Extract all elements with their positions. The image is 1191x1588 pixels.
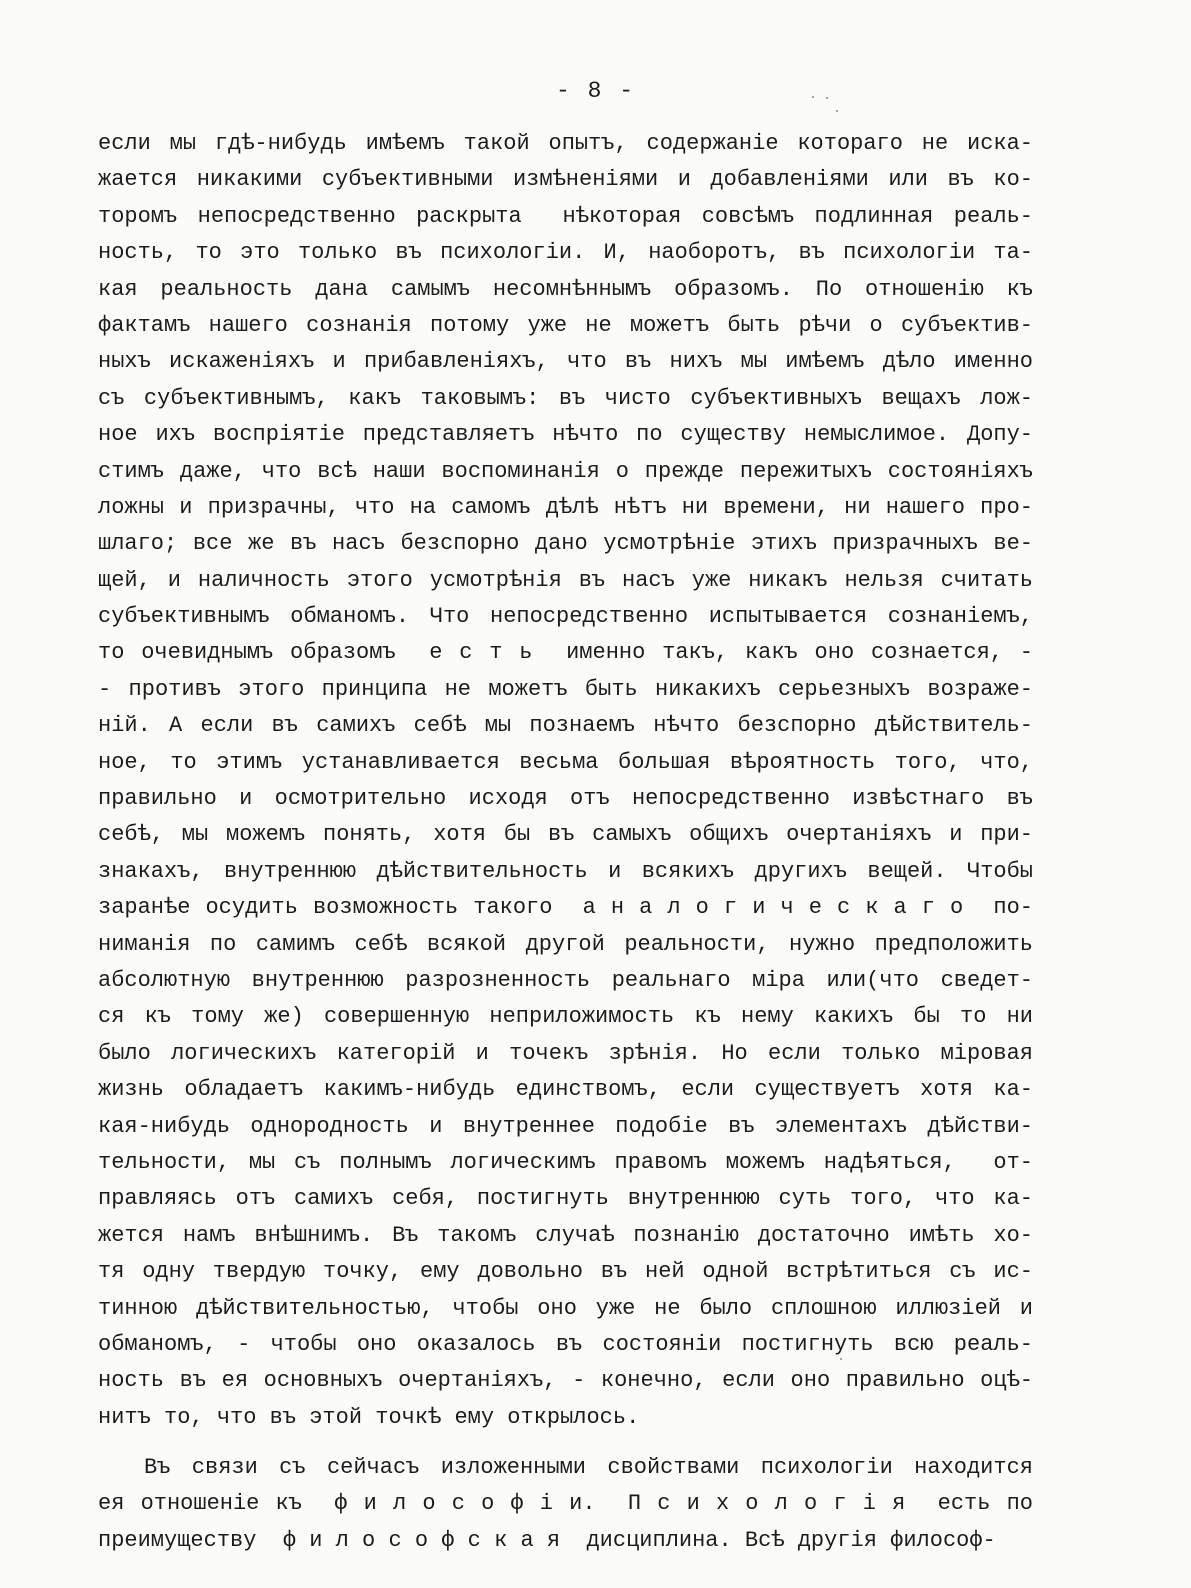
text-line: жется намъ внѣшнимъ. Въ такомъ случаѣ познанію достаточно имѣть хо-: [98, 1222, 1033, 1248]
text-line: правляясь отъ самихъ себя, постигнуть внутреннюю суть того, что ка-: [98, 1186, 1033, 1212]
body-text: [98, 126, 1033, 1559]
text-line: преимуществу ф и л о с о ф с к а я дисциплина. Всѣ другія философ-: [98, 1527, 996, 1553]
text-line: ное, то этимъ устанавливается весьма большая вѣроятность того, что,: [98, 749, 1033, 775]
text-line: себѣ, мы можемъ понять, хотя бы въ самыхъ общихъ очертаніяхъ и при-: [98, 822, 1033, 848]
text-line: щей, и наличность этого усмотрѣнія въ насъ уже никакъ нельзя считать: [98, 567, 1033, 593]
text-line: жизнь обладаетъ какимъ-нибудь единствомъ, если существуетъ хотя ка-: [98, 1077, 1033, 1103]
text-line: торомъ непосредственно раскрыта нѣкоторая совсѣмъ подлинная реаль-: [98, 203, 1033, 229]
text-line: ниманія по самимъ себѣ всякой другой реальности, нужно предположить: [98, 931, 1033, 957]
text-line: тя одну твердую точку, ему довольно въ ней одной встрѣтиться съ ис-: [98, 1259, 1033, 1285]
paragraph-2: [98, 1450, 1033, 1559]
scan-speck: [812, 96, 814, 98]
scan-speck: [826, 97, 828, 99]
text-line: - противъ этого принципа не можетъ быть никакихъ серьезныхъ возраже-: [98, 676, 1033, 702]
text-line: абсолютную внутреннюю разрозненность реальнаго міра или(что сведет-: [98, 967, 1033, 993]
text-line: ся къ тому же) совершенную неприложимость къ нему какихъ бы то ни: [98, 1004, 1033, 1030]
text-line: ность въ ея основныхъ очертаніяхъ, - конечно, если оно правильно оцѣ-: [98, 1368, 1033, 1394]
text-line: кая-нибудь однородность и внутреннее подобіе въ элементахъ дѣйстви-: [98, 1113, 1033, 1139]
text-line: стимъ даже, что всѣ наши воспоминанія о прежде пережитыхъ состояніяхъ: [98, 458, 1033, 484]
text-line: обманомъ, - чтобы оно оказалось въ состояніи постигнуть всю реаль-: [98, 1331, 1033, 1357]
scan-speck: [836, 110, 838, 112]
text-line: ность, то это только въ психологіи. И, наоборотъ, въ психологіи та-: [98, 240, 1033, 266]
text-line: было логическихъ категорій и точекъ зрѣнія. Но если только міровая: [98, 1040, 1033, 1066]
text-line: съ субъективнымъ, какъ таковымъ: въ чисто субъективныхъ вещахъ лож-: [98, 385, 1033, 411]
text-line: правильно и осмотрительно исходя отъ непосредственно извѣстнаго въ: [98, 786, 1033, 812]
text-line: ложны и призрачны, что на самомъ дѣлѣ нѣтъ ни времени, ни нашего про-: [98, 494, 1033, 520]
text-line: тинною дѣйствительностью, чтобы оно уже не было сплошною иллюзіей и: [98, 1295, 1033, 1321]
text-line: то очевиднымъ образомъ е с т ь именно такъ, какъ оно сознается, -: [98, 640, 1033, 666]
text-line: заранѣе осудить возможность такого а н а л о г и ч е с к а г о по-: [98, 895, 1033, 921]
text-line: нитъ то, что въ этой точкѣ ему открылось.: [98, 1404, 640, 1430]
text-line: Въ связи съ сейчасъ изложенными свойствами психологіи находится: [144, 1455, 1033, 1481]
text-line: шлаго; все же въ насъ безспорно дано усмотрѣніе этихъ призрачныхъ ве-: [98, 531, 1033, 557]
text-line: субъективнымъ обманомъ. Что непосредственно испытывается сознаніемъ,: [98, 604, 1033, 630]
text-line: знакахъ, внутреннюю дѣйствительность и всякихъ другихъ вещей. Чтобы: [98, 858, 1033, 884]
text-line: ныхъ искаженіяхъ и прибавленіяхъ, что въ нихъ мы имѣемъ дѣло именно: [98, 349, 1033, 375]
text-line: если мы гдѣ-нибудь имѣемъ такой опытъ, содержаніе котораго не иска-: [98, 131, 1033, 156]
text-line: тельности, мы съ полнымъ логическимъ правомъ можемъ надѣяться, от-: [98, 1149, 1033, 1175]
text-line: ній. А если въ самихъ себѣ мы познаемъ нѣчто безспорно дѣйствитель-: [98, 713, 1033, 739]
text-line: ное ихъ воспріятіе представляетъ нѣчто по существу немыслимое. Допу-: [98, 422, 1033, 448]
text-line: кая реальность дана самымъ несомнѣннымъ образомъ. По отношенію къ: [98, 276, 1033, 302]
paragraph-gap: [98, 1436, 1033, 1450]
text-line: ея отношеніе къ ф и л о с о ф і и. П с и х о л о г і я есть по: [98, 1491, 1033, 1517]
text-line: фактамъ нашего сознанія потому уже не можетъ быть рѣчи о субъектив-: [98, 312, 1033, 338]
page-number: - 8 -: [555, 78, 635, 104]
paragraph-1: [98, 126, 1033, 1436]
text-line: жается никакими субъективными измѣненіями и добавленіями или въ ко-: [98, 167, 1033, 193]
